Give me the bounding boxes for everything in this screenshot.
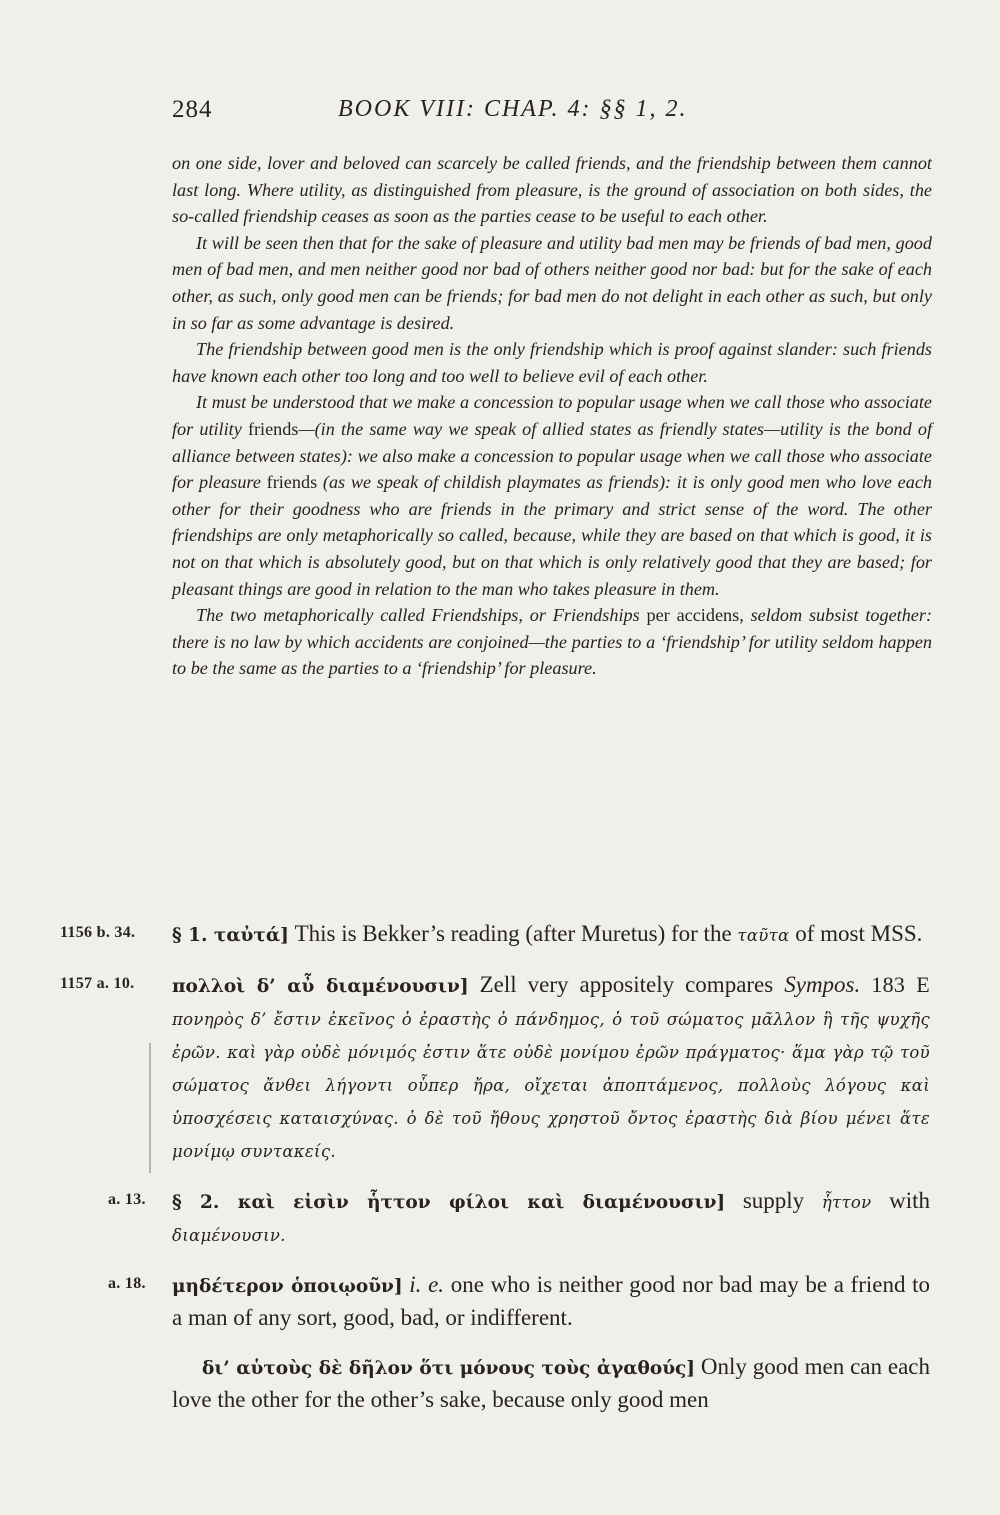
commentary-note bbox=[0, 1185, 1000, 1251]
note-body bbox=[172, 1185, 930, 1251]
note-body bbox=[172, 969, 930, 1167]
note-lemma: πολλοὶ δ’ αὖ διαμένουσιν] bbox=[172, 976, 469, 997]
note-text: Zell very appositely compares bbox=[479, 972, 774, 997]
quotation-text: πονηρὸς δ’ ἔστιν ἐκεῖνος ὁ ἐραστὴς ὁ πάνδημος, ὁ τοῦ σώματος μᾶλλον ἢ τῆς ψυχῆς ἐρῶν. καὶ γὰρ οὐδὲ μόνιμός ἐστιν ἅτε οὐδὲ μονίμου ἐρῶν πράγματος· ἅμα γὰρ τῷ τοῦ σώματος ἄνθει λήγοντι οὗπερ ἤρα, οἴχεται ἀποπτάμενος, πολλοὺς λόγους καὶ ὑποσχέσεις καταισχύνας. ὁ δὲ τοῦ ἤθους χρηστοῦ ὄντος ἐραστὴς διὰ βίου μένει ἅτε μονίμῳ συντακείς. bbox=[172, 1010, 930, 1161]
summary-roman-word: friends bbox=[266, 472, 318, 493]
summary-roman-word: per accidens, bbox=[646, 605, 744, 626]
note-text: This is Bekker’s reading (after Muretus) for the bbox=[294, 921, 732, 946]
summary-text: seldom subsist together: there is no law by which accidents are conjoined—the parties to a ‘friendship’ for utility seldom happen to be the same as the parties to a ‘friendship’ for pleasure. bbox=[172, 605, 932, 679]
greek-word: ταῦτα bbox=[737, 926, 790, 945]
line-reference: 1156 b. 34. bbox=[60, 924, 136, 941]
abbreviation: i. e. bbox=[409, 1272, 445, 1297]
commentary-note bbox=[0, 1351, 1000, 1415]
note-body bbox=[172, 1351, 930, 1415]
note-text: of most MSS. bbox=[795, 921, 923, 946]
summary-text: (as we speak of childish playmates as friends): it is only good men who love each other for their goodness who are friends in the primary and strict sense of the word. The other friendships are only metaphorically so called, because, while they are based on that which is good, it is not on that which is absolutely good, but on that which is only relatively good that they are based; for pleasant things are good in relation to the man who takes pleasure in them. bbox=[172, 472, 933, 599]
running-head: BOOK VIII: CHAP. 4: §§ 1, 2. bbox=[338, 96, 688, 122]
citation: 183 E bbox=[871, 972, 930, 997]
greek-quotation bbox=[172, 972, 930, 1161]
note-lemma: § 2. καὶ εἰσὶν ἧττον φίλοι καὶ διαμένουσιν] bbox=[172, 1192, 726, 1213]
page-number: 284 bbox=[172, 96, 213, 123]
note-lemma: δι’ αὑτοὺς δὲ δῆλον ὅτι μόνους τοὺς ἀγαθούς] bbox=[202, 1358, 696, 1379]
summary-paragraph: on one side, lover and beloved can scarcely be called friends, and the friendship between them cannot last long. Where utility, as distinguished from pleasure, is the ground of association on both sides, the so-called friendship ceases as soon as the parties cease to be useful to each other. bbox=[172, 153, 932, 227]
commentary-note bbox=[0, 918, 1000, 951]
margin-rule bbox=[149, 1043, 151, 1173]
note-text: one who is neither good nor bad may be a friend to a man of any sort, good, bad, or indifferent. bbox=[172, 1272, 931, 1330]
line-reference: 1157 a. 10. bbox=[60, 975, 135, 992]
line-reference: a. 18. bbox=[108, 1275, 146, 1292]
note-text: with bbox=[889, 1188, 931, 1213]
summary-text: The two metaphorically called Friendships, or Friendships bbox=[196, 605, 640, 626]
greek-word: ἧττον bbox=[821, 1193, 872, 1212]
note-lemma: μηδέτερον ὁποιῳοῦν] bbox=[172, 1276, 403, 1297]
commentary-note bbox=[0, 1269, 1000, 1333]
summary-paragraph: It will be seen then that for the sake of pleasure and utility bad men may be friends of bad men, good men of bad men, and men neither good nor bad of others neither good nor bad: but for the sake of each other, as such, only good men can be friends; for bad men do not delight in each other as such, but only in so far as some advantage is desired. bbox=[172, 232, 932, 333]
chapter-summary bbox=[172, 150, 932, 682]
note-body bbox=[172, 1269, 930, 1333]
greek-word: διαμένουσιν. bbox=[172, 1226, 286, 1245]
summary-text: It must be understood that we make a concession to popular usage when we call those who associate for utility bbox=[172, 392, 932, 439]
summary-text: —(in the same way we speak of allied states as friendly states—utility is the bond of alliance between states): we also make a concession to popular usage when we call those who associate for pleasure bbox=[172, 418, 933, 493]
summary-paragraph bbox=[172, 389, 932, 602]
note-text: supply bbox=[742, 1188, 805, 1213]
line-reference: a. 13. bbox=[108, 1191, 146, 1208]
summary-roman-word: friends bbox=[247, 418, 299, 439]
page-header bbox=[170, 96, 930, 136]
note-text: Only good men can each love the other for the other’s sake, because only good men bbox=[172, 1354, 930, 1412]
note-body bbox=[172, 918, 930, 951]
commentary-notes bbox=[0, 918, 1000, 1433]
note-lemma: § 1. ταὐτά] bbox=[172, 925, 289, 946]
summary-paragraph: The friendship between good men is the only friendship which is proof against slander: such friends have known each other too long and too well to believe evil of each other. bbox=[172, 339, 932, 386]
work-title: Sympos. bbox=[784, 972, 861, 997]
summary-paragraph bbox=[172, 602, 932, 682]
